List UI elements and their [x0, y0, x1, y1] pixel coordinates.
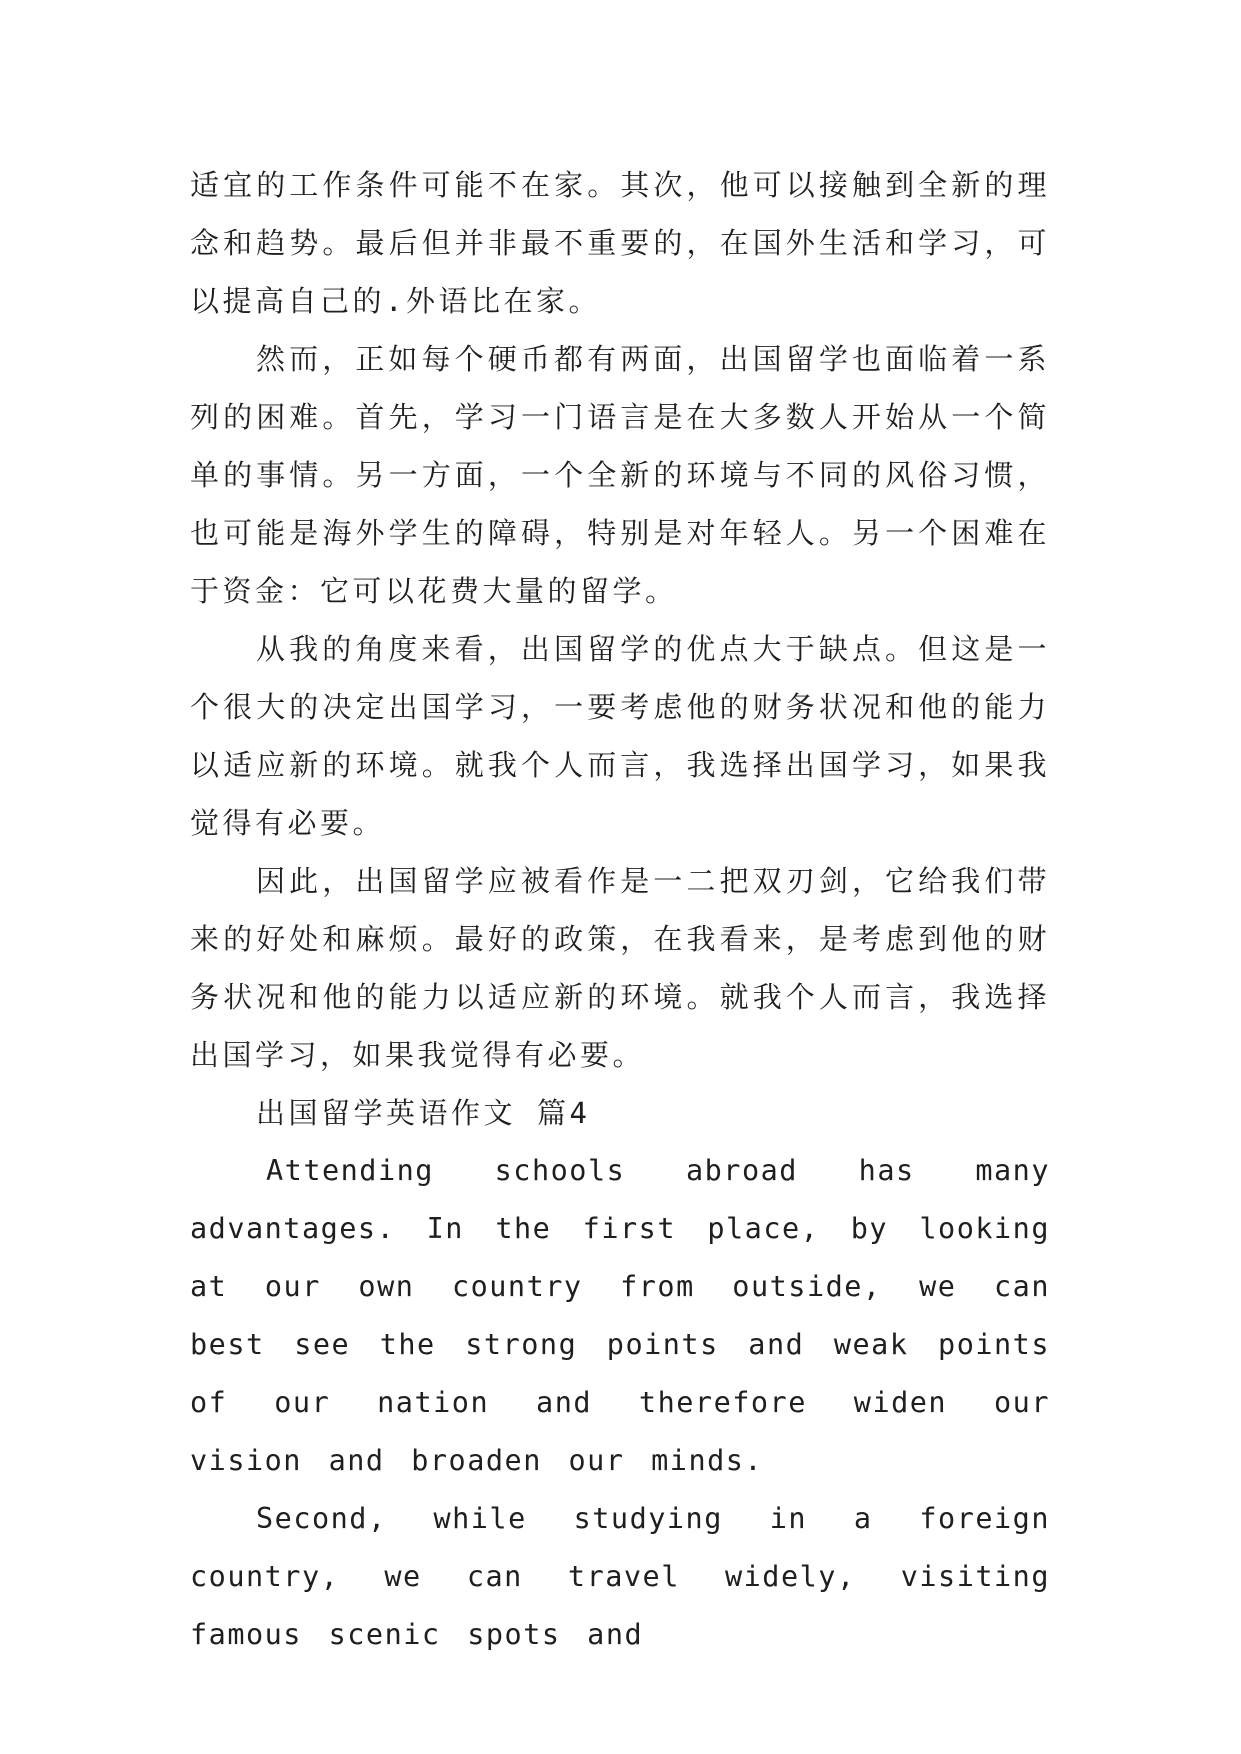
paragraph-continued: 适宜的工作条件可能不在家。其次，他可以接触到全新的理念和趋势。最后但并非最不重要的，在国外生活和学习，可以提高自己的.外语比在家。	[190, 168, 1050, 318]
english-paragraph-advantages: Attending schools abroad has many advantages. In the first place, by looking at our own country from outside, we can best see the strong points and weak points of our nation and therefore widen our vision and broaden our minds.	[190, 1154, 1050, 1477]
section-heading: 出国留学英语作文 篇4	[256, 1096, 591, 1130]
paragraph-opinion: 从我的角度来看，出国留学的优点大于缺点。但这是一个很大的决定出国学习，一要考虑他的财务状况和他的能力以适应新的环境。就我个人而言，我选择出国学习，如果我觉得有必要。	[190, 632, 1050, 840]
paragraph-difficulties: 然而，正如每个硬币都有两面，出国留学也面临着一系列的困难。首先，学习一门语言是在大多数人开始从一个简单的事情。另一方面，一个全新的环境与不同的风俗习惯，也可能是海外学生的障碍，特别是对年轻人。另一个困难在于资金：它可以花费大量的留学。	[190, 342, 1050, 608]
paragraph-conclusion: 因此，出国留学应被看作是一二把双刃剑，它给我们带来的好处和麻烦。最好的政策，在我看来，是考虑到他的财务状况和他的能力以适应新的环境。就我个人而言，我选择出国学习，如果我觉得有必要。	[190, 864, 1050, 1072]
english-paragraph-second: Second, while studying in a foreign country, we can travel widely, visiting famous scenic spots and	[190, 1502, 1050, 1651]
document-body	[190, 156, 1050, 1664]
